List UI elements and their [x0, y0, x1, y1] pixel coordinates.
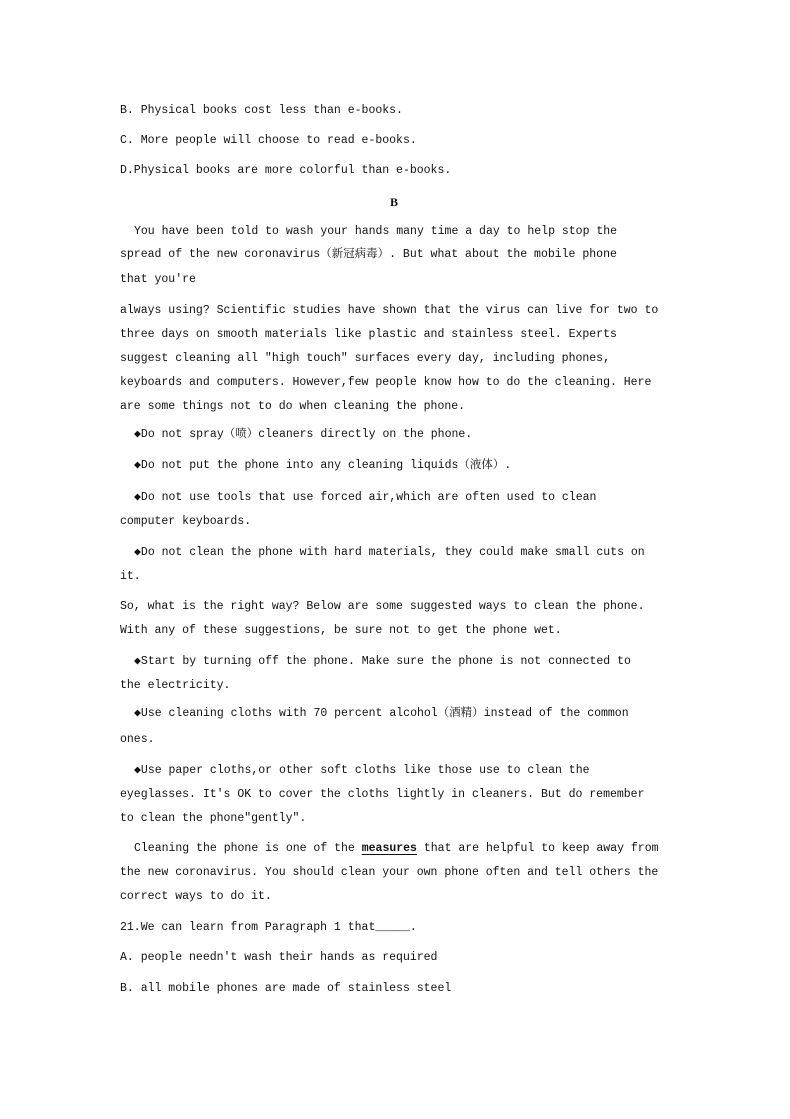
bullet-item-cont: ones. [120, 733, 155, 746]
option-c-prev: C. More people will choose to read e-books. [120, 134, 417, 147]
underlined-keyword: measures [361, 842, 417, 855]
bullet-item: ◆Do not use tools that use forced air,which are often used to clean [134, 491, 597, 504]
paragraph-line: suggest cleaning all "high touch" surfaces every day, including phones, [120, 352, 610, 365]
bullet-item-cont: eyeglasses. It's OK to cover the cloths lightly in cleaners. But do remember [120, 788, 645, 801]
bullet-item: ◆Do not spray（喷）cleaners directly on the phone. [134, 428, 473, 441]
bullet-item: ◆Use paper cloths,or other soft cloths like those use to clean the [134, 764, 590, 777]
paragraph-line: correct ways to do it. [120, 890, 272, 903]
bullet-item: ◆Use cleaning cloths with 70 percent alcohol（酒精）instead of the common [134, 707, 629, 720]
bullet-item-cont: to clean the phone"gently". [120, 812, 307, 825]
text: that are helpful to keep away from [416, 842, 659, 855]
paragraph-line: With any of these suggestions, be sure not to get the phone wet. [120, 624, 562, 637]
paragraph-line: So, what is the right way? Below are some suggested ways to clean the phone. [120, 600, 645, 613]
bullet-item-cont: the electricity. [120, 679, 231, 692]
section-heading: B [390, 195, 399, 209]
paragraph-line: You have been told to wash your hands many time a day to help stop the [134, 225, 618, 238]
bullet-item-cont: computer keyboards. [120, 515, 252, 528]
bullet-item: ◆Start by turning off the phone. Make sure the phone is not connected to [134, 655, 631, 668]
option-d-prev: D.Physical books are more colorful than e-books. [120, 164, 452, 177]
option-a: A. people needn't wash their hands as required [120, 951, 438, 964]
paragraph-line: that you're [120, 273, 196, 286]
option-b: B. all mobile phones are made of stainless steel [120, 982, 452, 995]
bullet-item-cont: it. [120, 570, 141, 583]
paragraph-line: keyboards and computers. However,few people know how to do the cleaning. Here [120, 376, 652, 389]
option-b-prev: B. Physical books cost less than e-books. [120, 104, 403, 117]
paragraph-line: the new coronavirus. You should clean your own phone often and tell others the [120, 866, 659, 879]
bullet-item: ◆Do not clean the phone with hard materials, they could make small cuts on [134, 546, 645, 559]
paragraph-line: are some things not to do when cleaning the phone. [120, 400, 466, 413]
paragraph-line: spread of the new coronavirus（新冠病毒）. But what about the mobile phone [120, 248, 617, 261]
paragraph-line: always using? Scientific studies have shown that the virus can live for two to [120, 304, 659, 317]
question-21: 21.We can learn from Paragraph 1 that_____. [120, 921, 417, 934]
bullet-item: ◆Do not put the phone into any cleaning liquids（液体）. [134, 459, 512, 472]
text: Cleaning the phone is one of the [134, 842, 362, 855]
paragraph-line: three days on smooth materials like plastic and stainless steel. Experts [120, 328, 617, 341]
paragraph-line [134, 841, 659, 857]
